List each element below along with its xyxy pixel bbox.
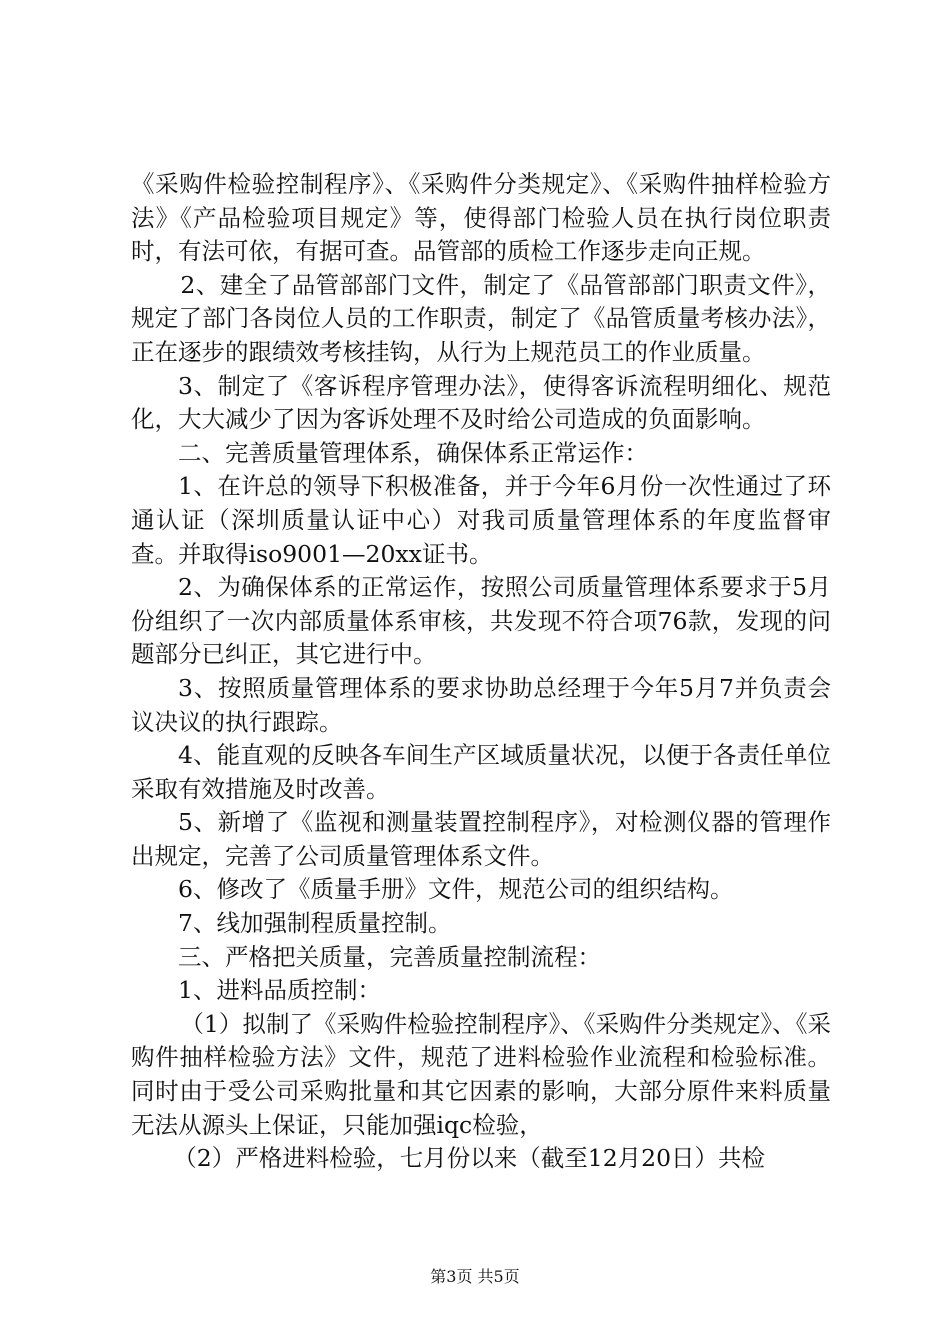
body-paragraph: （1）拟制了《采购件检验控制程序》、《采购件分类规定》、《采购件抽样检验方法》文件，规范了进料检验作业流程和检验标准。同时由于受公司采购批量和其它因素的影响，大部分原件来料质量无法从源头上保证，只能加强iqc检验， [131, 1009, 831, 1139]
page-footer: 第3页 共5页 [430, 1267, 520, 1286]
body-paragraph: 4、能直观的反映各车间生产区域质量状况，以便于各责任单位采取有效措施及时改善。 [131, 741, 831, 803]
body-paragraph: 7、线加强制程质量控制。 [178, 909, 452, 938]
body-paragraph: 2、建全了品管部部门文件，制定了《品管部部门职责文件》，规定了部门各岗位人员的工作职责，制定了《品管质量考核办法》，正在逐步的跟绩效考核挂钩，从行为上规范员工的作业质量。 [131, 270, 831, 366]
body-paragraph: （2）严格进料检验，七月份以来（截至12月20日）共检 [173, 1144, 766, 1173]
body-paragraph: 2、为确保体系的正常运作，按照公司质量管理体系要求于5月份组织了一次内部质量体系审核，共发现不符合项76款，发现的问题部分已纠正，其它进行中。 [131, 573, 831, 669]
body-paragraph: 1、在许总的领导下积极准备，并于今年6月份一次性通过了环通认证（深圳质量认证中心）对我司质量管理体系的年度监督审查。并取得iso9001—20xx证书。 [131, 472, 831, 568]
body-paragraph: 《采购件检验控制程序》、《采购件分类规定》、《采购件抽样检验方法》《产品检验项目规定》等，使得部门检验人员在执行岗位职责时，有法可依，有据可查。品管部的质检工作逐步走向正规。 [131, 170, 831, 266]
document-body [131, 168, 831, 1176]
body-paragraph: 3、按照质量管理体系的要求协助总经理于今年5月7并负责会议决议的执行跟踪。 [131, 673, 831, 736]
body-paragraph: 3、制定了《客诉程序管理办法》，使得客诉流程明细化、规范化，大大减少了因为客诉处理不及时给公司造成的负面影响。 [131, 371, 831, 434]
body-paragraph: 1、进料品质控制： [178, 976, 381, 1005]
body-paragraph: 三、严格把关质量，完善质量控制流程： [178, 942, 601, 971]
body-paragraph: 6、修改了《质量手册》文件，规范公司的组织结构。 [178, 875, 734, 904]
body-paragraph: 5、新增了《监视和测量装置控制程序》，对检测仪器的管理作出规定，完善了公司质量管理体系文件。 [131, 808, 831, 870]
body-paragraph: 二、完善质量管理体系，确保体系正常运作： [178, 438, 648, 467]
